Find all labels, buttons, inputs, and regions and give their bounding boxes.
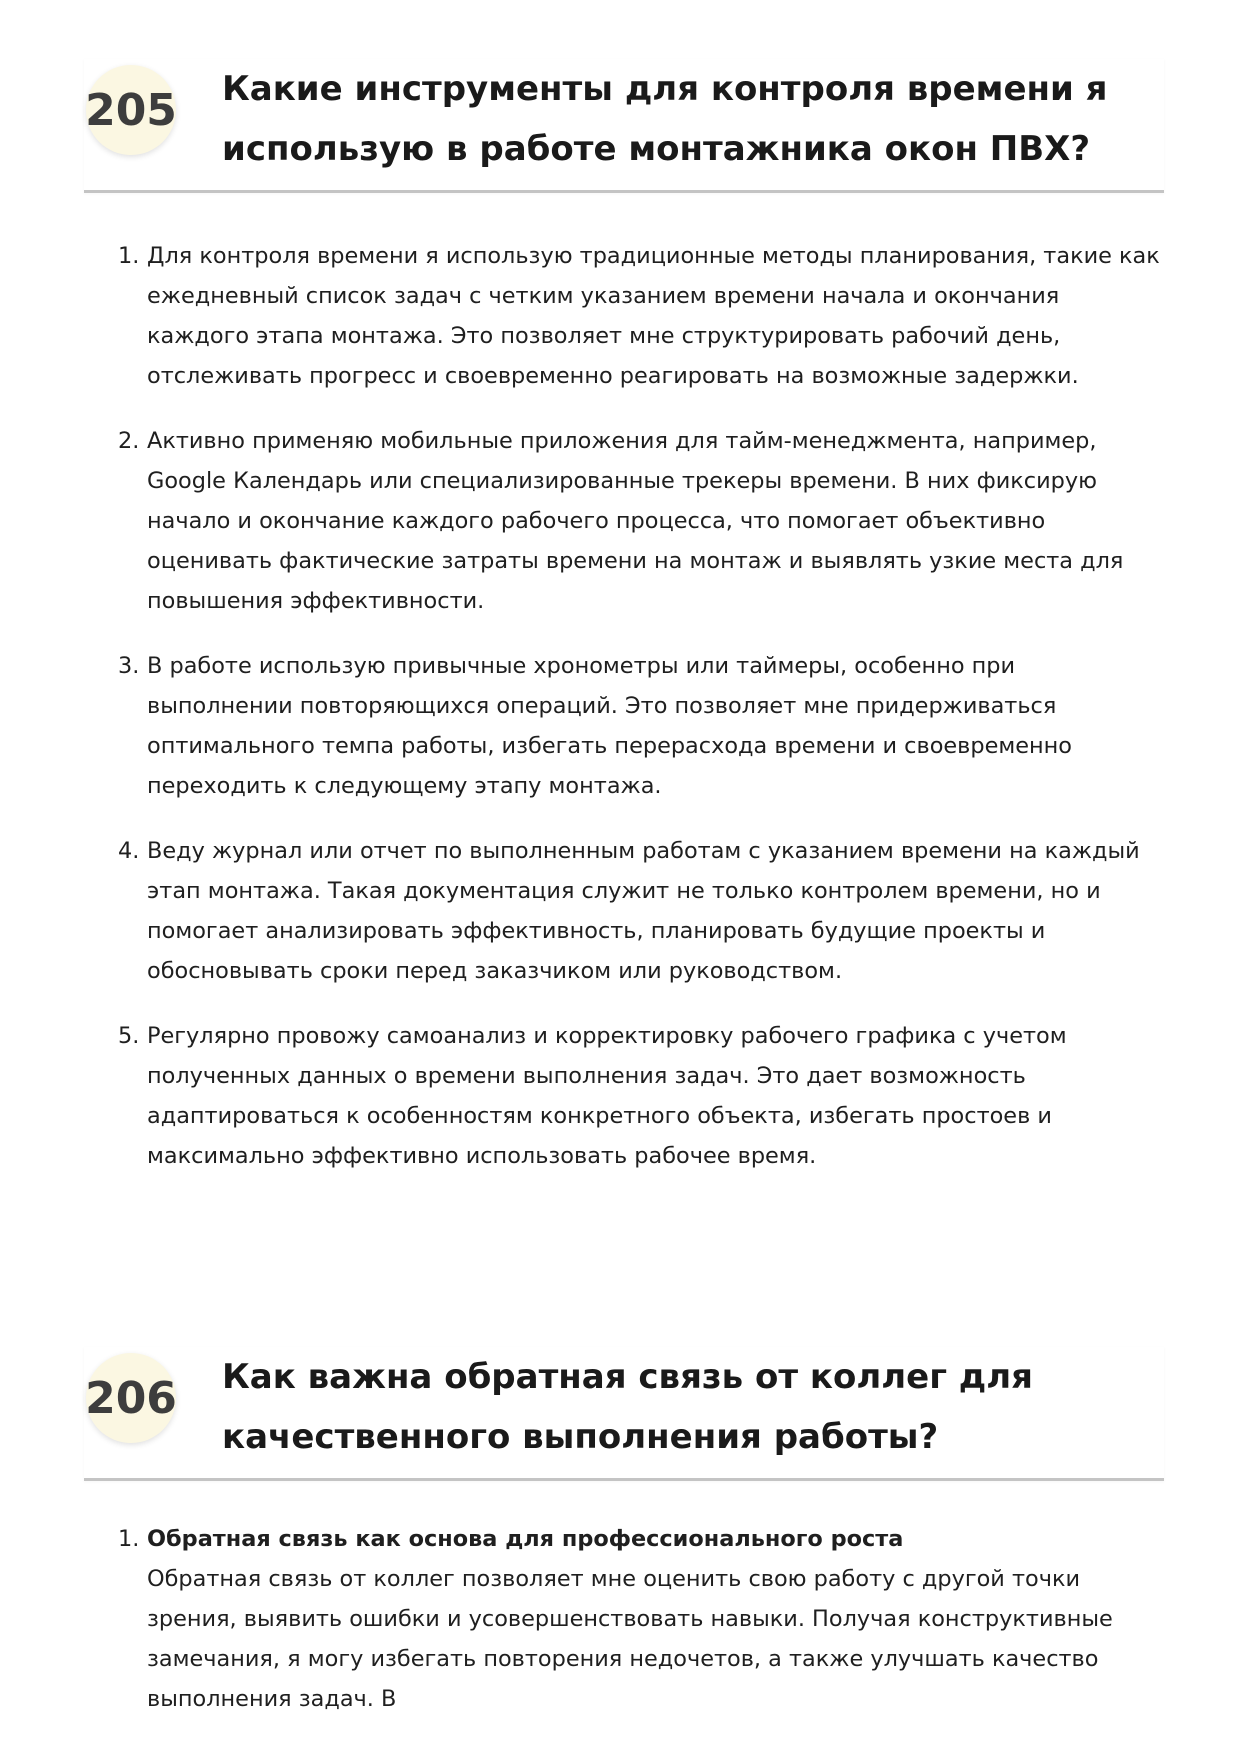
section-header xyxy=(84,59,1164,193)
list-item xyxy=(84,236,1164,396)
list-item-text: Регулярно провожу самоанализ и корректировку рабочего графика с учетом полученных данных о времени выполнения задач. Это дает возможность адаптироваться к особенностям конкретного объекта, избегать простоев и максимально эффективно использовать рабочее время. xyxy=(147,1023,1067,1169)
list-item-text: Активно применяю мобильные приложения для тайм-менеджмента, например, Google Календарь или специализированные трекеры времени. В них фиксирую начало и окончание каждого рабочего процесса, что помогает объективно оценивать фактические затраты времени на монтаж и выявлять узкие места для повышения эффективности. xyxy=(147,428,1124,614)
list-item-text: Веду журнал или отчет по выполненным работам с указанием времени на каждый этап монтажа. Такая документация служит не только контролем времени, но и помогает анализировать эффективность, планировать будущие проекты и обосновывать сроки перед заказчиком или руководством. xyxy=(147,838,1140,984)
list-item-text: В работе использую привычные хронометры или таймеры, особенно при выполнении повторяющихся операций. Это позволяет мне придерживаться оптимального темпа работы, избегать перерасхода времени и своевременно переходить к следующему этапу монтажа. xyxy=(147,653,1072,799)
list-item-number: 3. xyxy=(118,653,140,679)
section-206 xyxy=(84,1347,1164,1719)
section-header xyxy=(84,1347,1164,1481)
section-title: Как важна обратная связь от коллег для качественного выполнения работы? xyxy=(222,1357,1033,1457)
section-title: Какие инструменты для контроля времени я использую в работе монтажника окон ПВХ? xyxy=(222,69,1108,169)
list-item xyxy=(84,1519,1164,1719)
list-item-number: 5. xyxy=(118,1023,140,1049)
list-item-heading: Обратная связь как основа для профессионального роста xyxy=(147,1526,904,1552)
list-item-text: Обратная связь от коллег позволяет мне оценить свою работу с другой точки зрения, выявить ошибки и усовершенствовать навыки. Получая конструктивные замечания, я могу избегать повторения недочетов, а также улучшать качество выполнения задач. В xyxy=(147,1566,1113,1712)
answer-list xyxy=(84,236,1164,1176)
question-number-badge: 205 xyxy=(86,65,176,155)
answer-list xyxy=(84,1519,1164,1719)
list-item-number: 1. xyxy=(118,243,140,269)
section-205 xyxy=(84,59,1164,1201)
list-item xyxy=(84,646,1164,806)
list-item-number: 2. xyxy=(118,428,140,454)
list-item xyxy=(84,1016,1164,1176)
question-number-badge: 206 xyxy=(86,1353,176,1443)
list-item xyxy=(84,831,1164,991)
list-item-number: 4. xyxy=(118,838,140,864)
list-item-number: 1. xyxy=(118,1526,140,1552)
list-item xyxy=(84,421,1164,621)
list-item-text: Для контроля времени я использую традиционные методы планирования, такие как ежедневный список задач с четким указанием времени начала и окончания каждого этапа монтажа. Это позволяет мне структурировать рабочий день, отслеживать прогресс и своевременно реагировать на возможные задержки. xyxy=(147,243,1160,389)
